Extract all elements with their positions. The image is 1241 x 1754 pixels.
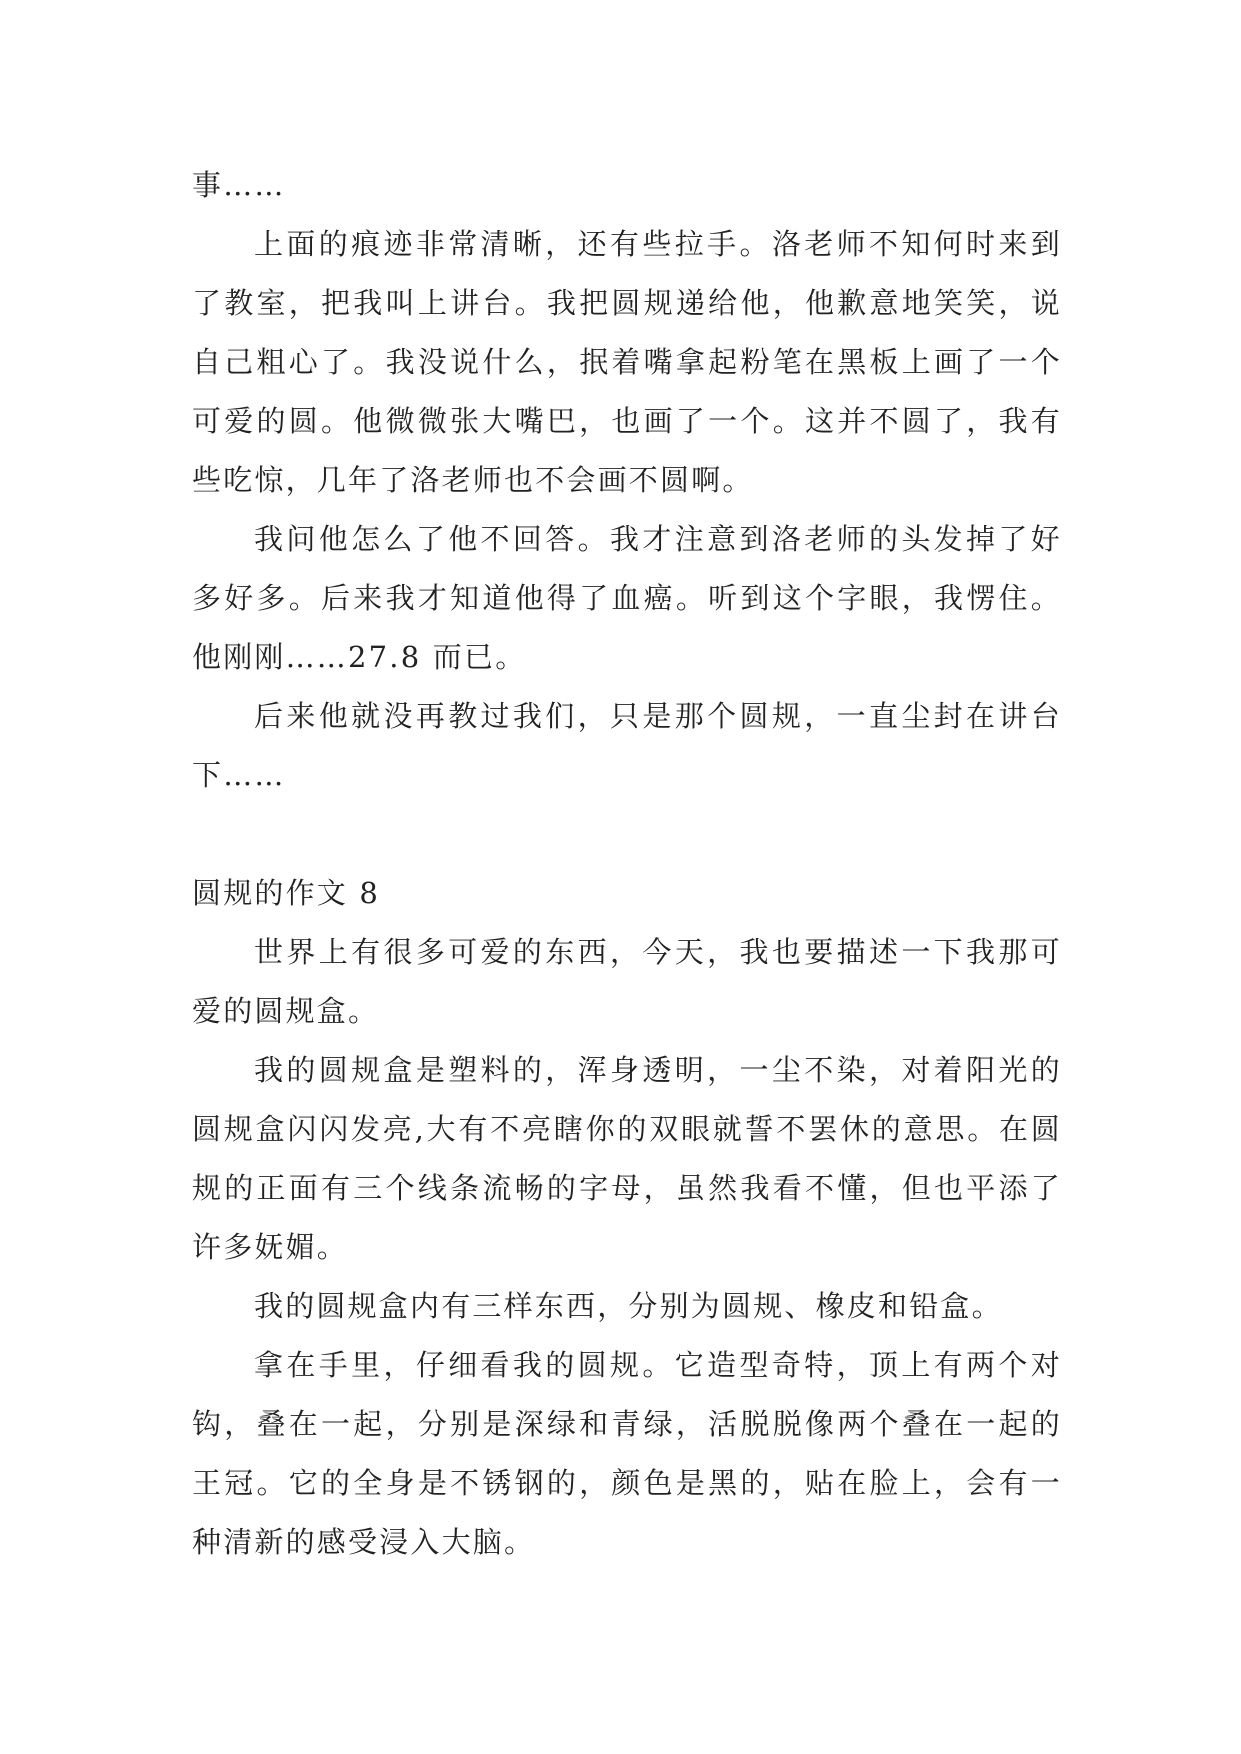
paragraph-compass-traces: 上面的痕迹非常清晰，还有些拉手。洛老师不知何时来到了教室，把我叫上讲台。我把圆规递给他，他歉意地笑笑，说自己粗心了。我没说什么，抿着嘴拿起粉笔在黑板上画了一个可爱的圆。他微微张大嘴巴，也画了一个。这并不圆了，我有些吃惊，几年了洛老师也不会画不圆啊。 bbox=[192, 227, 1062, 497]
document-body bbox=[192, 156, 1062, 1572]
paragraph-continuation: 事…… bbox=[192, 168, 286, 202]
paragraph-teacher-illness: 我问他怎么了他不回答。我才注意到洛老师的头发掉了好多好多。后来我才知道他得了血癌。听到这个字眼，我愣住。他刚刚……27.8 而已。 bbox=[192, 522, 1062, 674]
section-spacer bbox=[192, 805, 1062, 864]
paragraph-box-description: 我的圆规盒是塑料的，浑身透明，一尘不染，对着阳光的圆规盒闪闪发亮,大有不亮瞎你的双眼就誓不罢休的意思。在圆规的正面有三个线条流畅的字母，虽然我看不懂，但也平添了许多妩媚。 bbox=[192, 1053, 1062, 1264]
paragraph-compass-details: 拿在手里，仔细看我的圆规。它造型奇特，顶上有两个对钩，叠在一起，分别是深绿和青绿，活脱脱像两个叠在一起的王冠。它的全身是不锈钢的，颜色是黑的，贴在脸上，会有一种清新的感受浸入大脑。 bbox=[192, 1348, 1062, 1559]
paragraph-intro: 世界上有很多可爱的东西，今天，我也要描述一下我那可爱的圆规盒。 bbox=[192, 935, 1062, 1028]
paragraph-compass-dusty: 后来他就没再教过我们，只是那个圆规，一直尘封在讲台下…… bbox=[192, 699, 1062, 792]
section-heading: 圆规的作文 8 bbox=[192, 876, 381, 910]
paragraph-box-contents: 我的圆规盒内有三样东西，分别为圆规、橡皮和铅盒。 bbox=[254, 1289, 1003, 1323]
